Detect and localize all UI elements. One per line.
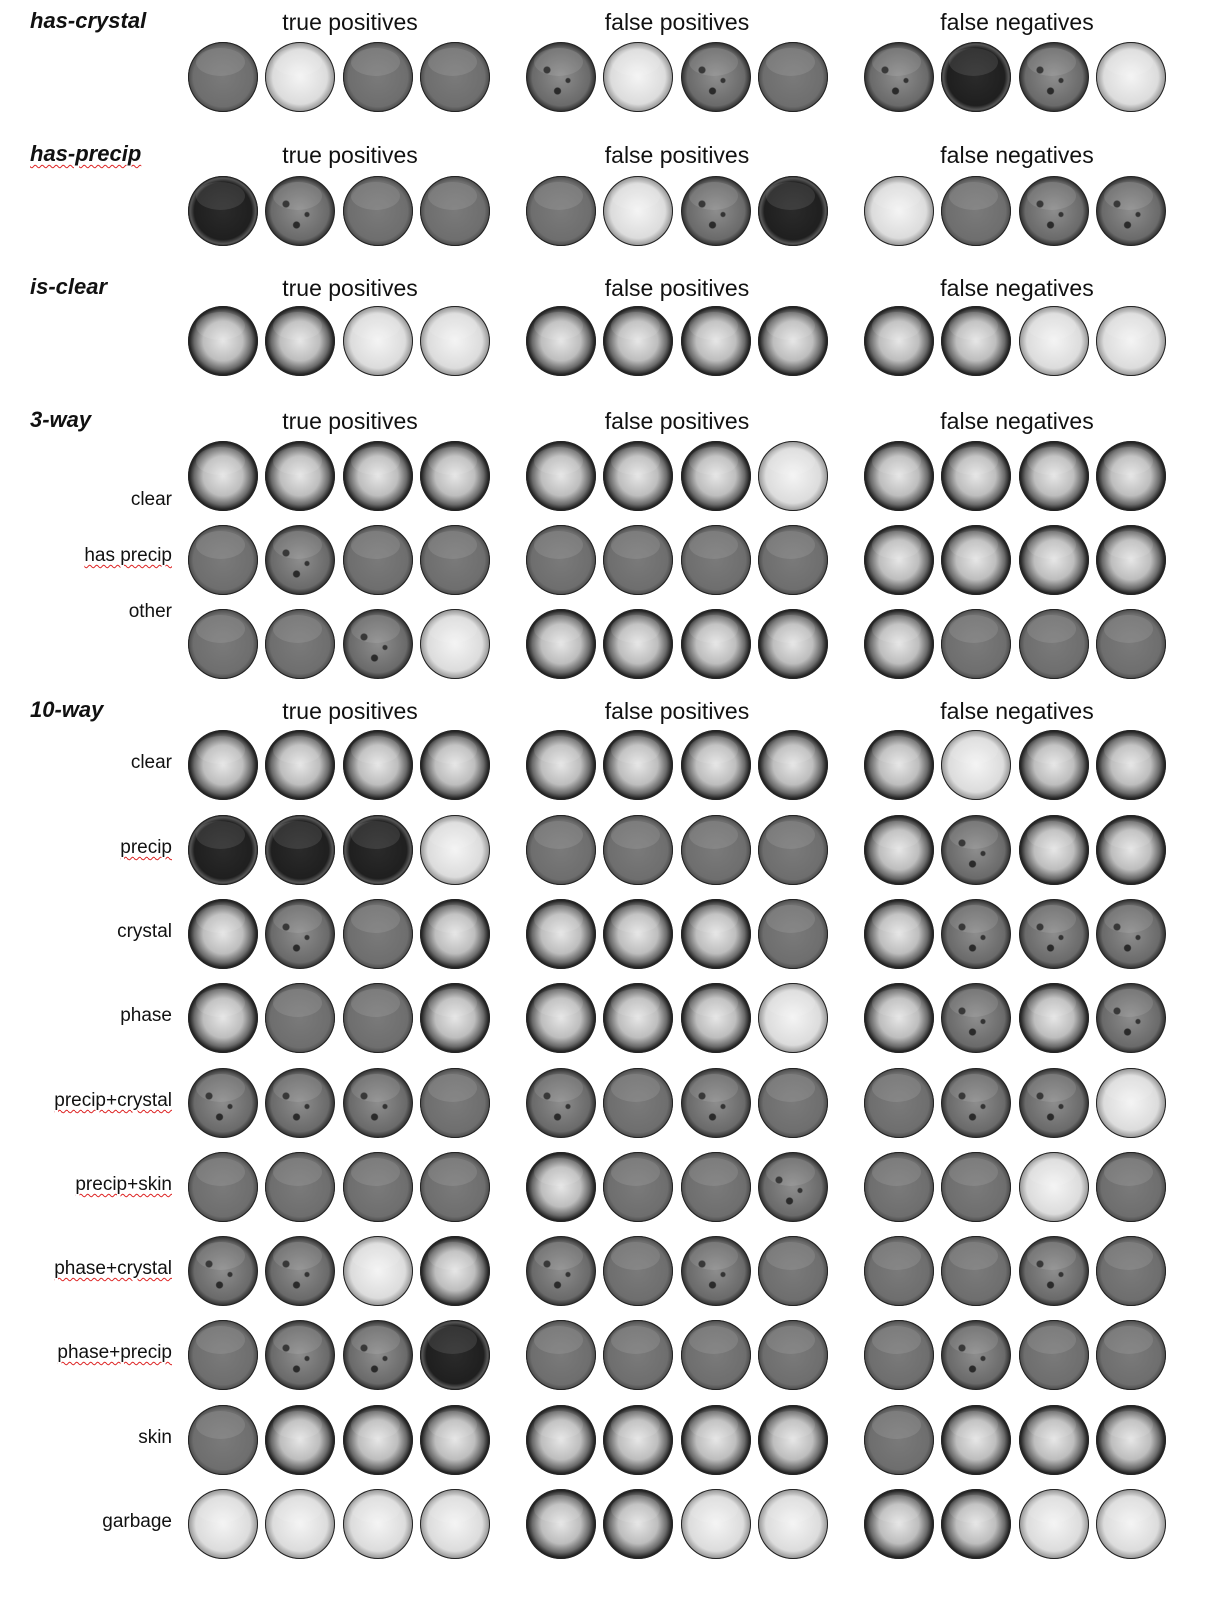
crystal-drop-image [343, 1236, 413, 1306]
column-header: true positives [282, 698, 418, 724]
crystal-drop-image [1096, 1236, 1166, 1306]
crystal-drop-image [526, 1489, 596, 1559]
crystal-drop-image [343, 525, 413, 595]
crystal-drop-image [265, 1320, 335, 1390]
row-label-text: phase+crystal [54, 1258, 172, 1279]
row-label [0, 1090, 172, 1112]
crystal-drop-image [758, 441, 828, 511]
crystal-drop-image [864, 1320, 934, 1390]
crystal-drop-image [758, 1405, 828, 1475]
crystal-drop-image [526, 983, 596, 1053]
row-label-text: precip+crystal [54, 1090, 172, 1111]
crystal-drop-image [188, 42, 258, 112]
crystal-drop-image [864, 176, 934, 246]
crystal-drop-image [188, 306, 258, 376]
crystal-drop-image [681, 1068, 751, 1138]
crystal-drop-image [681, 1405, 751, 1475]
crystal-drop-image [343, 983, 413, 1053]
crystal-drop-image [603, 1236, 673, 1306]
crystal-drop-image [758, 306, 828, 376]
crystal-drop-image [188, 441, 258, 511]
crystal-drop-image [864, 1152, 934, 1222]
crystal-drop-image [1096, 1152, 1166, 1222]
crystal-drop-image [758, 1489, 828, 1559]
crystal-drop-image [343, 42, 413, 112]
crystal-drop-image [864, 42, 934, 112]
row-label [0, 837, 172, 859]
crystal-drop-image [941, 525, 1011, 595]
crystal-drop-image [188, 176, 258, 246]
crystal-drop-image [420, 1236, 490, 1306]
row-label [0, 752, 172, 774]
crystal-drop-image [864, 441, 934, 511]
crystal-drop-image [420, 42, 490, 112]
crystal-drop-image [864, 1489, 934, 1559]
crystal-drop-image [758, 1320, 828, 1390]
crystal-drop-image [1096, 441, 1166, 511]
crystal-drop-image [1096, 815, 1166, 885]
row-label-text: phase+precip [57, 1342, 172, 1363]
crystal-drop-image [1019, 1236, 1089, 1306]
section-title-text: 10-way [30, 697, 104, 722]
section-title [30, 8, 146, 34]
crystal-drop-image [526, 42, 596, 112]
row-label [0, 921, 172, 943]
crystal-drop-image [603, 1152, 673, 1222]
crystal-drop-image [603, 1068, 673, 1138]
crystal-drop-image [526, 525, 596, 595]
crystal-drop-image [420, 1152, 490, 1222]
crystal-drop-image [603, 1405, 673, 1475]
crystal-drop-image [758, 730, 828, 800]
row-label [0, 1342, 172, 1364]
row-label [0, 545, 172, 567]
crystal-drop-image [265, 42, 335, 112]
crystal-drop-image [1096, 1405, 1166, 1475]
row-label [0, 489, 172, 511]
crystal-drop-image [758, 1236, 828, 1306]
crystal-drop-image [758, 42, 828, 112]
row-label-text: precip [120, 837, 172, 858]
section-title [30, 697, 103, 723]
crystal-drop-image [420, 1489, 490, 1559]
crystal-drop-image [758, 176, 828, 246]
crystal-drop-image [526, 899, 596, 969]
crystal-drop-image [603, 983, 673, 1053]
crystal-drop-image [343, 441, 413, 511]
crystal-drop-image [1096, 1489, 1166, 1559]
crystal-drop-image [343, 176, 413, 246]
column-header: true positives [282, 142, 418, 168]
crystal-drop-image [758, 815, 828, 885]
crystal-drop-image [188, 609, 258, 679]
crystal-drop-image [526, 815, 596, 885]
column-header: false negatives [940, 275, 1094, 301]
row-label [0, 1174, 172, 1196]
crystal-drop-image [941, 730, 1011, 800]
crystal-drop-image [681, 176, 751, 246]
crystal-drop-image [864, 306, 934, 376]
crystal-drop-image [1019, 1152, 1089, 1222]
column-header: false negatives [940, 698, 1094, 724]
crystal-drop-image [526, 176, 596, 246]
crystal-drop-image [1019, 441, 1089, 511]
crystal-drop-image [1019, 42, 1089, 112]
crystal-drop-image [681, 441, 751, 511]
crystal-drop-image [941, 42, 1011, 112]
section-title [30, 274, 107, 300]
crystal-drop-image [526, 441, 596, 511]
crystal-drop-image [758, 525, 828, 595]
crystal-drop-image [1096, 176, 1166, 246]
crystal-drop-image [1019, 1405, 1089, 1475]
crystal-drop-image [1096, 609, 1166, 679]
crystal-drop-image [864, 899, 934, 969]
crystal-drop-image [681, 525, 751, 595]
crystal-drop-image [681, 730, 751, 800]
crystal-drop-image [188, 1405, 258, 1475]
crystal-drop-image [1019, 815, 1089, 885]
section-title [30, 407, 91, 433]
row-label [0, 1258, 172, 1280]
crystal-drop-image [420, 1405, 490, 1475]
crystal-drop-image [681, 1152, 751, 1222]
crystal-drop-image [188, 815, 258, 885]
crystal-drop-image [1096, 1320, 1166, 1390]
crystal-drop-image [265, 1152, 335, 1222]
crystal-drop-image [420, 1320, 490, 1390]
section-title-text: has-crystal [30, 8, 147, 33]
crystal-drop-image [1096, 1068, 1166, 1138]
crystal-drop-image [1019, 176, 1089, 246]
crystal-drop-image [265, 983, 335, 1053]
crystal-drop-image [681, 42, 751, 112]
crystal-drop-image [1096, 306, 1166, 376]
row-label-text: other [128, 601, 172, 622]
crystal-drop-image [681, 1489, 751, 1559]
crystal-drop-image [526, 1152, 596, 1222]
crystal-drop-image [526, 609, 596, 679]
column-header: true positives [282, 275, 418, 301]
crystal-drop-image [1096, 42, 1166, 112]
crystal-drop-image [420, 609, 490, 679]
crystal-drop-image [188, 730, 258, 800]
crystal-drop-image [343, 1320, 413, 1390]
crystal-drop-image [188, 1152, 258, 1222]
column-header: false positives [604, 408, 750, 434]
column-header: false positives [604, 9, 750, 35]
crystal-drop-image [526, 1320, 596, 1390]
row-label-text: crystal [117, 921, 172, 942]
crystal-drop-image [1019, 730, 1089, 800]
row-label-text: clear [130, 752, 172, 773]
crystal-drop-image [941, 441, 1011, 511]
crystal-drop-image [1019, 306, 1089, 376]
crystal-drop-image [941, 1320, 1011, 1390]
crystal-drop-image [265, 176, 335, 246]
crystal-drop-image [603, 730, 673, 800]
crystal-drop-image [941, 899, 1011, 969]
column-header: false positives [604, 698, 750, 724]
row-label [0, 1427, 172, 1449]
crystal-drop-image [941, 1405, 1011, 1475]
row-label-text: clear [130, 489, 172, 510]
section-title-text: has-precip [30, 141, 142, 166]
crystal-drop-image [941, 609, 1011, 679]
crystal-drop-image [1019, 1068, 1089, 1138]
crystal-drop-image [1019, 609, 1089, 679]
crystal-drop-image [420, 983, 490, 1053]
crystal-drop-image [603, 1489, 673, 1559]
crystal-drop-image [864, 1405, 934, 1475]
row-label [0, 601, 172, 623]
crystal-drop-image [265, 815, 335, 885]
crystal-drop-image [758, 1152, 828, 1222]
crystal-drop-image [526, 306, 596, 376]
crystal-drop-image [526, 1236, 596, 1306]
row-label [0, 1005, 172, 1027]
crystal-drop-image [941, 1152, 1011, 1222]
crystal-drop-image [343, 815, 413, 885]
crystal-drop-image [526, 1068, 596, 1138]
crystal-drop-image [265, 609, 335, 679]
crystal-drop-image [188, 983, 258, 1053]
crystal-drop-image [1096, 525, 1166, 595]
crystal-drop-image [343, 609, 413, 679]
crystal-drop-image [864, 730, 934, 800]
crystal-drop-image [681, 983, 751, 1053]
crystal-drop-image [343, 1405, 413, 1475]
crystal-drop-image [188, 899, 258, 969]
crystal-drop-image [188, 1489, 258, 1559]
crystal-drop-image [758, 1068, 828, 1138]
crystal-drop-image [1019, 1489, 1089, 1559]
column-header: false negatives [940, 142, 1094, 168]
crystal-drop-image [265, 525, 335, 595]
crystal-drop-image [343, 1489, 413, 1559]
crystal-drop-image [265, 1068, 335, 1138]
crystal-drop-image [526, 1405, 596, 1475]
crystal-drop-image [603, 176, 673, 246]
crystal-drop-image [1019, 983, 1089, 1053]
crystal-drop-image [603, 815, 673, 885]
crystal-drop-image [188, 1320, 258, 1390]
column-header: true positives [282, 9, 418, 35]
crystal-drop-image [526, 730, 596, 800]
crystal-drop-image [420, 306, 490, 376]
crystal-drop-image [603, 609, 673, 679]
crystal-drop-image [941, 815, 1011, 885]
crystal-drop-image [603, 899, 673, 969]
crystal-drop-image [864, 1236, 934, 1306]
crystal-drop-image [681, 306, 751, 376]
crystal-drop-image [265, 899, 335, 969]
crystal-drop-image [758, 609, 828, 679]
crystal-drop-image [420, 899, 490, 969]
crystal-drop-image [681, 1236, 751, 1306]
row-label-text: garbage [102, 1511, 172, 1532]
crystal-drop-image [1019, 1320, 1089, 1390]
section-title-text: 3-way [30, 407, 92, 432]
crystal-drop-image [265, 1236, 335, 1306]
column-header: false negatives [940, 408, 1094, 434]
crystal-drop-image [1096, 730, 1166, 800]
column-header: false positives [604, 275, 750, 301]
crystal-drop-image [681, 899, 751, 969]
crystal-drop-image [603, 525, 673, 595]
row-label-text: precip+skin [75, 1174, 172, 1195]
crystal-drop-image [420, 176, 490, 246]
section-title [30, 141, 141, 167]
row-label [0, 1511, 172, 1533]
crystal-drop-image [941, 1068, 1011, 1138]
crystal-drop-image [188, 525, 258, 595]
crystal-drop-image [1019, 899, 1089, 969]
crystal-drop-image [603, 1320, 673, 1390]
row-label-text: phase [120, 1005, 172, 1026]
row-label-text: has precip [84, 545, 172, 566]
crystal-drop-image [420, 441, 490, 511]
crystal-drop-image [603, 42, 673, 112]
crystal-drop-image [864, 815, 934, 885]
crystal-drop-image [343, 1068, 413, 1138]
crystal-drop-image [343, 899, 413, 969]
crystal-drop-image [343, 1152, 413, 1222]
crystal-drop-image [603, 441, 673, 511]
crystal-drop-image [603, 306, 673, 376]
crystal-drop-image [941, 1489, 1011, 1559]
crystal-drop-image [420, 1068, 490, 1138]
crystal-drop-image [1096, 983, 1166, 1053]
column-header: true positives [282, 408, 418, 434]
crystal-drop-image [420, 525, 490, 595]
crystal-drop-image [1096, 899, 1166, 969]
crystal-drop-image [265, 730, 335, 800]
crystal-drop-image [343, 730, 413, 800]
column-header: false positives [604, 142, 750, 168]
crystal-drop-image [420, 730, 490, 800]
crystal-drop-image [864, 983, 934, 1053]
crystal-drop-image [864, 525, 934, 595]
crystal-drop-image [681, 815, 751, 885]
crystal-drop-image [758, 983, 828, 1053]
crystal-drop-image [941, 306, 1011, 376]
crystal-drop-image [343, 306, 413, 376]
row-label-text: skin [138, 1427, 172, 1448]
crystal-drop-image [188, 1236, 258, 1306]
crystal-drop-image [265, 306, 335, 376]
crystal-drop-image [265, 1489, 335, 1559]
crystal-drop-image [265, 1405, 335, 1475]
crystal-drop-image [681, 1320, 751, 1390]
crystal-drop-image [681, 609, 751, 679]
crystal-drop-image [941, 983, 1011, 1053]
crystal-drop-image [864, 1068, 934, 1138]
crystal-drop-image [265, 441, 335, 511]
crystal-drop-image [420, 815, 490, 885]
crystal-drop-image [1019, 525, 1089, 595]
crystal-drop-image [758, 899, 828, 969]
section-title-text: is-clear [30, 274, 108, 299]
crystal-drop-image [188, 1068, 258, 1138]
column-header: false negatives [940, 9, 1094, 35]
crystal-drop-image [864, 609, 934, 679]
crystal-drop-image [941, 1236, 1011, 1306]
crystal-drop-image [941, 176, 1011, 246]
